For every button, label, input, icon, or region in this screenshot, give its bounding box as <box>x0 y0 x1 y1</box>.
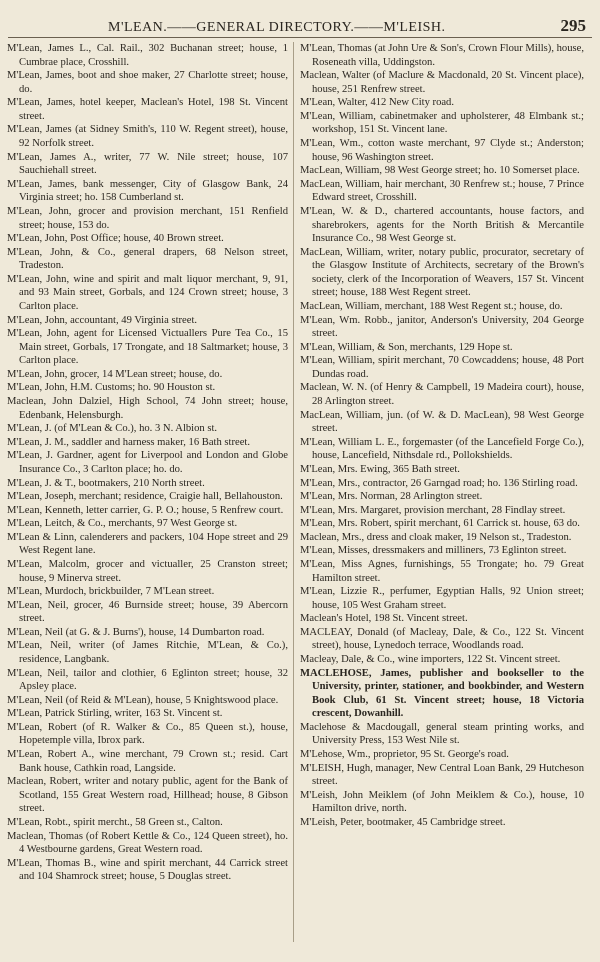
directory-entry: M'Lean, Kenneth, letter carrier, G. P. O.; house, 5 Renfrew court. <box>7 504 284 516</box>
directory-entry: M'Lean, Joseph, merchant; residence, Craigie hall, Bellahouston. <box>7 491 283 503</box>
directory-entry: M'Lean, Malcolm, grocer and victualler, 25 Cranston street; house, 9 Minerva street. <box>7 558 288 584</box>
directory-entry: M'Lean, Misses, dressmakers and milliners, 73 Eglinton street. <box>300 545 567 557</box>
directory-entry: M'Lean, Wm., cotton waste merchant, 97 Clyde st.; Anderston; house, 96 Washington street. <box>300 138 584 163</box>
directory-entry: M'Lean, James A., writer, 77 W. Nile street; house, 107 Sauchiehall street. <box>7 151 288 177</box>
right-column <box>300 42 584 830</box>
directory-entry: MACLEHOSE, James, publisher and bookseller to the University, printer, stationer, and bookbinder, and Western Book Club, 61 St. Vincent street; house, 18 Victoria crescent, Dowanhill. <box>300 667 584 720</box>
directory-entry: M'Lean, John, H.M. Customs; ho. 90 Houston st. <box>7 382 216 394</box>
directory-entry: MacLean, William, writer, notary public, procurator, secretary of the Glasgow Institute of Architects, secretary of the Brown's society, clerk of the Incorporation of Weavers, 157 St. Vincent street; house, 188 West Regent street. <box>300 246 584 299</box>
directory-entry: M'Lean, John, accountant, 49 Virginia street. <box>7 314 198 326</box>
page-number: 295 <box>560 16 586 35</box>
directory-entry: M'LEISH, Hugh, manager, New Central Loan Bank, 29 Hutcheson street. <box>300 762 584 788</box>
directory-entry: M'Lean, James L., Cal. Rail., 302 Buchanan street; house, 1 Cumbrae place, Crosshill. <box>7 43 288 68</box>
directory-entry: M'Lean, W. & D., chartered accountants, house factors, and sharebrokers, agents for the North British & Mercantile Insurance Co., 98 West George st. <box>300 205 584 245</box>
directory-entry: Maclean, Walter (of Maclure & Macdonald, 20 St. Vincent place), house, 251 Renfrew street. <box>300 70 584 95</box>
directory-entry: M'Lean, William, cabinetmaker and upholsterer, 48 Elmbank st.; workshop, 151 St. Vincent lane. <box>300 110 584 136</box>
directory-entry: M'Leish, John Meiklem (of John Meiklem & Co.), house, 10 Hamilton drive, north. <box>300 789 584 815</box>
directory-entry: M'Lean, John, Post Office; house, 40 Brown street. <box>7 233 224 245</box>
directory-entry: M'Lean, John, agent for Licensed Victuallers Pure Tea Co., 15 Main street, Gorbals, 17 Trongate, and 18 Saltmarket; house, 3 Carlton place. <box>7 328 288 367</box>
directory-entry: M'Lean, Murdoch, brickbuilder, 7 M'Lean street. <box>7 586 215 598</box>
directory-entry: M'Lean, Thomas (at John Ure & Son's, Crown Flour Mills), house, Roseneath villa, Uddingston. <box>300 43 584 68</box>
directory-entry: M'Lean, J. Gardner, agent for Liverpool and London and Globe Insurance Co., 3 Carlton place; ho. do. <box>7 450 288 475</box>
directory-entry: M'Lean, John, grocer and provision merchant, 151 Renfield street; house, 153 do. <box>7 205 288 231</box>
directory-entry: M'Lean, William L. E., forgemaster (of the Lancefield Forge Co.), house, Lancefield, Nithsdale rd., Pollokshields. <box>300 436 584 462</box>
running-title: M'LEAN.——GENERAL DIRECTORY.——M'LEISH. <box>108 20 446 35</box>
directory-entry: Macleay, Dale, & Co., wine importers, 122 St. Vincent street. <box>300 654 561 666</box>
directory-entry: Maclean, Thomas (of Robert Kettle & Co., 124 Queen street), ho. 4 Westbourne gardens, Great Western road. <box>7 830 288 856</box>
directory-entry: MacLean, William, merchant, 188 West Regent st.; house, do. <box>300 300 563 312</box>
directory-entry: M'Lehose, Wm., proprietor, 95 St. George's road. <box>300 749 509 761</box>
directory-entry: Maclean, Mrs., dress and cloak maker, 19 Nelson st., Tradeston. <box>300 531 572 543</box>
directory-entry: M'Lean & Linn, calenderers and packers, 104 Hope street and 29 West Regent lane. <box>7 531 288 557</box>
directory-entry: M'Lean, Miss Agnes, furnishings, 55 Trongate; ho. 79 Great Hamilton street. <box>300 558 584 584</box>
directory-entry: M'Leish, Peter, bootmaker, 45 Cambridge street. <box>300 816 506 828</box>
directory-entry: M'Lean, Neil, tailor and clothier, 6 Eglinton street; house, 32 Apsley place. <box>7 667 288 693</box>
directory-entry: M'Lean, Wm. Robb., janitor, Anderson's University, 204 George street. <box>300 314 584 340</box>
directory-entry: M'Lean, Walter, 412 New City road. <box>300 97 455 109</box>
directory-entry: Maclean, Robert, writer and notary public, agent for the Bank of Scotland, 155 Great Western road, Hillhead; house, 8 Gibson street. <box>7 776 288 815</box>
page-header <box>28 16 586 38</box>
directory-entry: M'Lean, James, bank messenger, City of Glasgow Bank, 24 Virginia street; ho. 158 Cumberland st. <box>7 178 288 204</box>
directory-entry: M'Lean, John, wine and spirit and malt liquor merchant, 9, 91, and 93 Main street, Gorbals, and 124 Crown street; house, 3 Carlton place. <box>7 273 288 312</box>
directory-entry: M'Lean, Robert (of R. Walker & Co., 85 Queen st.), house, Hopetemple villa, Ibrox park. <box>7 721 288 747</box>
left-column <box>7 42 288 884</box>
directory-entry: M'Lean, James, boot and shoe maker, 27 Charlotte street; house, do. <box>7 70 288 95</box>
directory-entry: M'Lean, Mrs. Ewing, 365 Bath street. <box>300 463 460 475</box>
column-divider <box>293 42 294 942</box>
directory-entry: MacLean, William, hair merchant, 30 Renfrew st.; house, 7 Prince Edward street, Crosshill. <box>300 178 584 204</box>
directory-entry: Maclean, W. N. (of Henry & Campbell, 19 Madeira court), house, 28 Arlington street. <box>300 382 584 408</box>
directory-entry: M'Lean, Mrs., contractor, 26 Garngad road; ho. 136 Stirling road. <box>300 477 578 489</box>
directory-entry: Maclean, John Dalziel, High School, 74 John street; house, Edenbank, Helensburgh. <box>7 396 288 421</box>
directory-entry: M'Lean, J. & T., bootmakers, 210 North street. <box>7 477 205 489</box>
header-rule <box>8 37 592 38</box>
directory-entry: M'Lean, Neil (at G. & J. Burns'), house, 14 Dumbarton road. <box>7 626 265 638</box>
directory-entry: M'Lean, J. (of M'Lean & Co.), ho. 3 N. Albion st. <box>7 423 218 435</box>
directory-entry: MACLEAY, Donald (of Macleay, Dale, & Co., 122 St. Vincent street), house, Lynedoch terrace, Woodlands road. <box>300 626 584 652</box>
directory-entry: M'Lean, Mrs. Robert, spirit merchant, 61 Carrick st. house, 63 do. <box>300 518 580 530</box>
directory-entry: M'Lean, Mrs. Margaret, provision merchant, 28 Findlay street. <box>300 504 566 516</box>
directory-entry: M'Lean, Neil, writer (of James Ritchie, M'Lean, & Co.), residence, Langbank. <box>7 640 288 666</box>
directory-entry: M'Lean, Leitch, & Co., merchants, 97 West George st. <box>7 518 238 530</box>
directory-entry: M'Lean, John, grocer, 14 M'Lean street; house, do. <box>7 368 223 380</box>
directory-entry: M'Lean, William, spirit merchant, 70 Cowcaddens; house, 48 Port Dundas road. <box>300 355 584 380</box>
directory-entry: M'Lean, Mrs. Norman, 28 Arlington street. <box>300 491 483 503</box>
directory-entry: M'Lean, Lizzie R., perfumer, Egyptian Halls, 92 Union street; house, 105 West Graham street. <box>300 586 584 611</box>
directory-entry: M'Lean, J. M., saddler and harness maker, 16 Bath street. <box>7 436 251 448</box>
directory-entry: M'Lean, Robt., spirit mercht., 58 Green st., Calton. <box>7 816 223 828</box>
directory-entry: MacLean, William, 98 West George street; ho. 10 Somerset place. <box>300 165 580 177</box>
directory-entry: M'Lean, Neil (of Reid & M'Lean), house, 5 Knightswood place. <box>7 694 279 706</box>
directory-entry: M'Lean, John, & Co., general drapers, 68 Nelson street, Tradeston. <box>7 246 288 272</box>
directory-entry: MacLean, William, jun. (of W. & D. MacLean), 98 West George street. <box>300 409 584 435</box>
directory-entry: M'Lean, James (at Sidney Smith's, 110 W. Regent street), house, 92 Norfolk street. <box>7 124 288 150</box>
directory-entry: M'Lean, William, & Son, merchants, 129 Hope st. <box>300 341 513 353</box>
directory-entry: M'Lean, James, hotel keeper, Maclean's Hotel, 198 St. Vincent street. <box>7 97 288 122</box>
directory-entry: Maclean's Hotel, 198 St. Vincent street. <box>300 613 468 625</box>
directory-entry: M'Lean, Patrick Stirling, writer, 163 St. Vincent st. <box>7 708 223 720</box>
directory-entry: M'Lean, Robert A., wine merchant, 79 Crown st.; resid. Cart Bank house, Cathkin road, Langside. <box>7 749 288 774</box>
directory-entry: Maclehose & Macdougall, general steam printing works, and University Press, 153 West Nile st. <box>300 721 584 747</box>
directory-entry: M'Lean, Neil, grocer, 46 Burnside street; house, 39 Abercorn street. <box>7 599 288 625</box>
directory-entry: M'Lean, Thomas B., wine and spirit merchant, 44 Carrick street and 104 Shamrock street; house, 5 Douglas street. <box>7 857 288 883</box>
